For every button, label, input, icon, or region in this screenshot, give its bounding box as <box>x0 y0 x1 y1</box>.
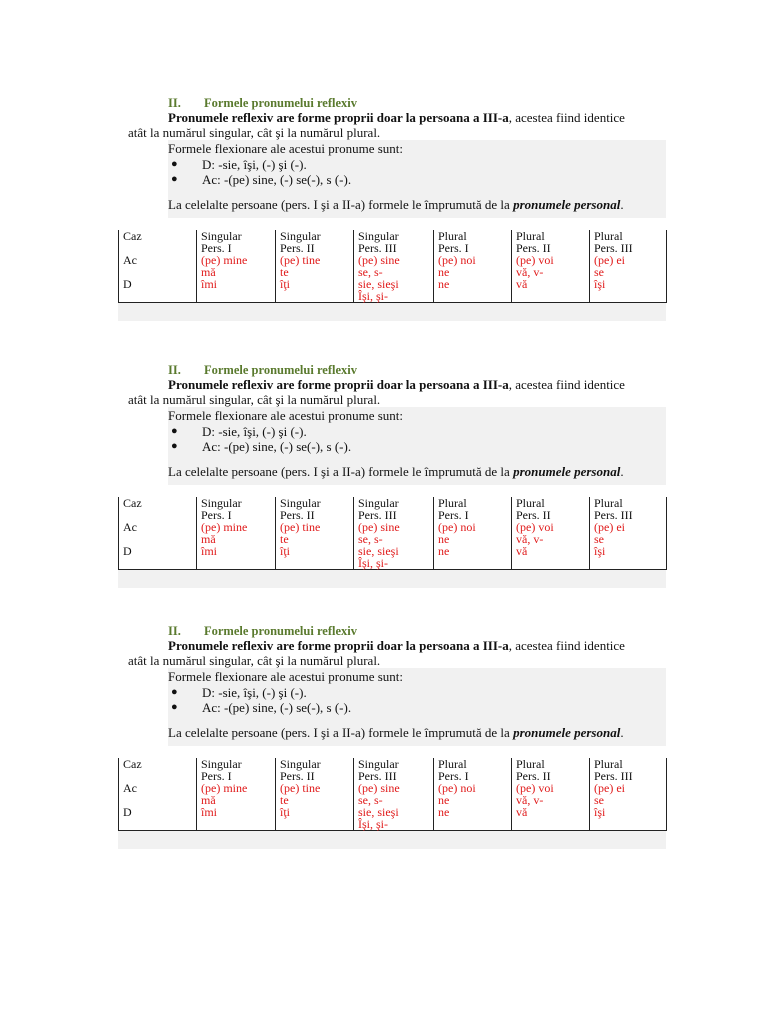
list-item-text: Ac: -(pe) sine, (-) se(-), s (-). <box>202 439 352 454</box>
table-cell: se <box>590 266 667 278</box>
table-cell: sie, sieşi <box>354 278 434 290</box>
table-cell: Pers. III <box>590 770 667 782</box>
table-cell: ne <box>434 545 512 557</box>
table-cell: îţi <box>276 545 354 557</box>
table-cell: (pe) noi <box>434 254 512 266</box>
intro-bold: Pronumele reflexiv are forme proprii doar la persoana a III-a <box>168 638 509 653</box>
table-cell: sie, sieşi <box>354 545 434 557</box>
list-item <box>168 172 666 187</box>
table-cell: Caz <box>119 230 197 242</box>
table-cell: vă <box>512 278 590 290</box>
table-cell <box>512 818 590 831</box>
table-cell <box>434 818 512 831</box>
table-cell: (pe) tine <box>276 782 354 794</box>
bullet-icon: ● <box>171 686 178 698</box>
table-cell: (pe) voi <box>512 521 590 533</box>
list-item <box>168 685 666 700</box>
table-cell: Singular <box>276 230 354 242</box>
table-cell: Plural <box>512 497 590 509</box>
table-cell: (pe) ei <box>590 782 667 794</box>
other-end: . <box>620 197 624 212</box>
intro-paragraph <box>128 638 666 668</box>
table-cell: Îşi, şi- <box>354 818 434 831</box>
list-item-text: D: -sie, îşi, (-) şi (-). <box>202 685 307 700</box>
other-persons-paragraph <box>168 464 666 479</box>
table-row <box>119 545 667 557</box>
table-cell: îmi <box>197 545 276 557</box>
table-cell: (pe) ei <box>590 254 667 266</box>
heading-number: II. <box>168 363 181 377</box>
table-cell <box>434 290 512 303</box>
table-cell: te <box>276 794 354 806</box>
table-cell: (pe) tine <box>276 521 354 533</box>
other-persons-paragraph <box>168 725 666 740</box>
list-item <box>168 424 666 439</box>
table-cell: (pe) mine <box>197 521 276 533</box>
table-cell <box>276 290 354 303</box>
table-cell: Singular <box>276 497 354 509</box>
table-cell: Pers. III <box>354 509 434 521</box>
table-row <box>119 818 667 831</box>
bullet-icon: ● <box>171 173 178 185</box>
table-cell <box>434 557 512 570</box>
other-text: La celelalte persoane (pers. I şi a II-a) formele le împrumută de la <box>168 725 514 740</box>
table-cell <box>197 818 276 831</box>
table-cell: Pers. III <box>354 242 434 254</box>
table-cell: Caz <box>119 758 197 770</box>
table-cell: îşi <box>590 278 667 290</box>
table-cell <box>512 557 590 570</box>
table-cell: Pers. III <box>590 242 667 254</box>
table-cell <box>590 290 667 303</box>
table-cell: îmi <box>197 806 276 818</box>
other-text: La celelalte persoane (pers. I şi a II-a) formele le împrumută de la <box>168 464 514 479</box>
forms-lead: Formele flexionare ale acestui pronume sunt: <box>168 141 404 156</box>
table-cell: (pe) sine <box>354 254 434 266</box>
table-cell: Pers. I <box>197 242 276 254</box>
table-cell: (pe) noi <box>434 521 512 533</box>
forms-lead: Formele flexionare ale acestui pronume sunt: <box>168 408 404 423</box>
table-cell: te <box>276 266 354 278</box>
bullet-icon: ● <box>171 440 178 452</box>
table-cell: Îşi, şi- <box>354 557 434 570</box>
table-cell: vă, v- <box>512 266 590 278</box>
forms-list <box>168 424 666 454</box>
table-cell: Plural <box>590 497 667 509</box>
heading-title: Formele pronumelui reflexiv <box>204 624 357 638</box>
table-row <box>119 806 667 818</box>
table-cell: Pers. II <box>512 770 590 782</box>
other-end: . <box>620 725 624 740</box>
table-cell: îşi <box>590 545 667 557</box>
table-cell: ne <box>434 794 512 806</box>
table-cell: se, s- <box>354 794 434 806</box>
table-cell: Plural <box>434 230 512 242</box>
table-cell: D <box>119 278 197 290</box>
table-cell: Ac <box>119 521 197 533</box>
table-cell: se, s- <box>354 533 434 545</box>
table-cell: ne <box>434 806 512 818</box>
document-section <box>118 624 666 849</box>
table-cell <box>590 557 667 570</box>
intro-rest: , acestea fiind identice <box>508 638 625 653</box>
forms-lead: Formele flexionare ale acestui pronume sunt: <box>168 669 404 684</box>
list-item <box>168 700 666 715</box>
forms-box <box>168 668 666 746</box>
table-cell: Pers. II <box>512 509 590 521</box>
table-cell: Singular <box>354 230 434 242</box>
table-cell: Plural <box>434 758 512 770</box>
heading-number: II. <box>168 624 181 638</box>
table-cell: Plural <box>590 230 667 242</box>
section-heading <box>168 96 666 110</box>
table-cell: mă <box>197 794 276 806</box>
table-cell: (pe) tine <box>276 254 354 266</box>
table-cell <box>197 557 276 570</box>
reflexive-pronoun-table <box>118 758 667 831</box>
table-cell: ne <box>434 278 512 290</box>
bullet-icon: ● <box>171 425 178 437</box>
table-cell: ne <box>434 266 512 278</box>
table-cell: ne <box>434 533 512 545</box>
table-cell: vă <box>512 806 590 818</box>
table-footer-shade <box>118 303 666 321</box>
forms-box <box>168 140 666 218</box>
forms-box <box>168 407 666 485</box>
table-cell <box>119 557 197 570</box>
document-section <box>118 363 666 588</box>
table-cell: vă, v- <box>512 794 590 806</box>
forms-list <box>168 685 666 715</box>
table-cell: Pers. I <box>197 770 276 782</box>
intro-rest: , acestea fiind identice <box>508 377 625 392</box>
table-cell: mă <box>197 533 276 545</box>
table-cell: vă <box>512 545 590 557</box>
table-row <box>119 290 667 303</box>
table-cell: Ac <box>119 254 197 266</box>
other-emph: pronumele personal <box>513 725 621 740</box>
table-cell: Singular <box>354 758 434 770</box>
table-cell: D <box>119 545 197 557</box>
table-cell: (pe) ei <box>590 521 667 533</box>
table-cell: Singular <box>354 497 434 509</box>
intro-bold: Pronumele reflexiv are forme proprii doar la persoana a III-a <box>168 110 509 125</box>
heading-number: II. <box>168 96 181 110</box>
list-item-text: D: -sie, îşi, (-) şi (-). <box>202 424 307 439</box>
table-cell: (pe) mine <box>197 254 276 266</box>
table-footer-shade <box>118 570 666 588</box>
heading-title: Formele pronumelui reflexiv <box>204 363 357 377</box>
table-cell <box>276 557 354 570</box>
table-cell <box>119 818 197 831</box>
other-emph: pronumele personal <box>513 197 621 212</box>
table-cell: Singular <box>197 230 276 242</box>
list-item-text: D: -sie, îşi, (-) şi (-). <box>202 157 307 172</box>
table-cell: Singular <box>197 497 276 509</box>
table-cell: Ac <box>119 782 197 794</box>
heading-title: Formele pronumelui reflexiv <box>204 96 357 110</box>
table-cell: Plural <box>512 758 590 770</box>
table-cell: se, s- <box>354 266 434 278</box>
table-cell <box>197 290 276 303</box>
table-cell: mă <box>197 266 276 278</box>
section-heading <box>168 624 666 638</box>
table-row <box>119 557 667 570</box>
table-cell: vă, v- <box>512 533 590 545</box>
table-cell: Plural <box>434 497 512 509</box>
list-item-text: Ac: -(pe) sine, (-) se(-), s (-). <box>202 700 352 715</box>
table-cell: (pe) voi <box>512 254 590 266</box>
table-cell <box>590 818 667 831</box>
forms-list <box>168 157 666 187</box>
table-cell: Pers. II <box>276 509 354 521</box>
table-cell: se <box>590 533 667 545</box>
other-persons-paragraph <box>168 197 666 212</box>
table-cell: (pe) noi <box>434 782 512 794</box>
table-cell: te <box>276 533 354 545</box>
section-heading <box>168 363 666 377</box>
intro-line2: atât la numărul singular, cât şi la numărul plural. <box>128 653 381 668</box>
table-cell: îţi <box>276 806 354 818</box>
list-item <box>168 439 666 454</box>
table-row <box>119 278 667 290</box>
table-cell: Singular <box>197 758 276 770</box>
intro-rest: , acestea fiind identice <box>508 110 625 125</box>
table-cell: Îşi, şi- <box>354 290 434 303</box>
table-cell: îmi <box>197 278 276 290</box>
table-cell: Pers. III <box>354 770 434 782</box>
table-cell <box>276 818 354 831</box>
bullet-icon: ● <box>171 701 178 713</box>
list-item <box>168 157 666 172</box>
table-cell: Plural <box>590 758 667 770</box>
table-cell: îşi <box>590 806 667 818</box>
bullet-icon: ● <box>171 158 178 170</box>
table-cell: Pers. II <box>276 770 354 782</box>
table-cell: Plural <box>512 230 590 242</box>
other-end: . <box>620 464 624 479</box>
table-cell: Pers. III <box>590 509 667 521</box>
table-cell: se <box>590 794 667 806</box>
table-cell: Pers. I <box>197 509 276 521</box>
intro-bold: Pronumele reflexiv are forme proprii doar la persoana a III-a <box>168 377 509 392</box>
table-cell: (pe) mine <box>197 782 276 794</box>
table-cell: (pe) sine <box>354 521 434 533</box>
intro-line2: atât la numărul singular, cât şi la numărul plural. <box>128 392 381 407</box>
table-cell: (pe) sine <box>354 782 434 794</box>
table-cell: Pers. I <box>434 509 512 521</box>
table-cell: D <box>119 806 197 818</box>
reflexive-pronoun-table <box>118 230 667 303</box>
table-cell: (pe) voi <box>512 782 590 794</box>
reflexive-pronoun-table <box>118 497 667 570</box>
intro-paragraph <box>128 110 666 140</box>
table-cell: Caz <box>119 497 197 509</box>
table-cell <box>119 290 197 303</box>
table-cell: Singular <box>276 758 354 770</box>
other-emph: pronumele personal <box>513 464 621 479</box>
intro-line2: atât la numărul singular, cât şi la numărul plural. <box>128 125 381 140</box>
table-cell <box>512 290 590 303</box>
table-cell: îţi <box>276 278 354 290</box>
document-section <box>118 96 666 321</box>
table-cell: Pers. I <box>434 770 512 782</box>
intro-paragraph <box>128 377 666 407</box>
table-cell: Pers. I <box>434 242 512 254</box>
table-cell: sie, sieşi <box>354 806 434 818</box>
other-text: La celelalte persoane (pers. I şi a II-a) formele le împrumută de la <box>168 197 514 212</box>
table-footer-shade <box>118 831 666 849</box>
list-item-text: Ac: -(pe) sine, (-) se(-), s (-). <box>202 172 352 187</box>
table-cell: Pers. II <box>512 242 590 254</box>
table-cell: Pers. II <box>276 242 354 254</box>
